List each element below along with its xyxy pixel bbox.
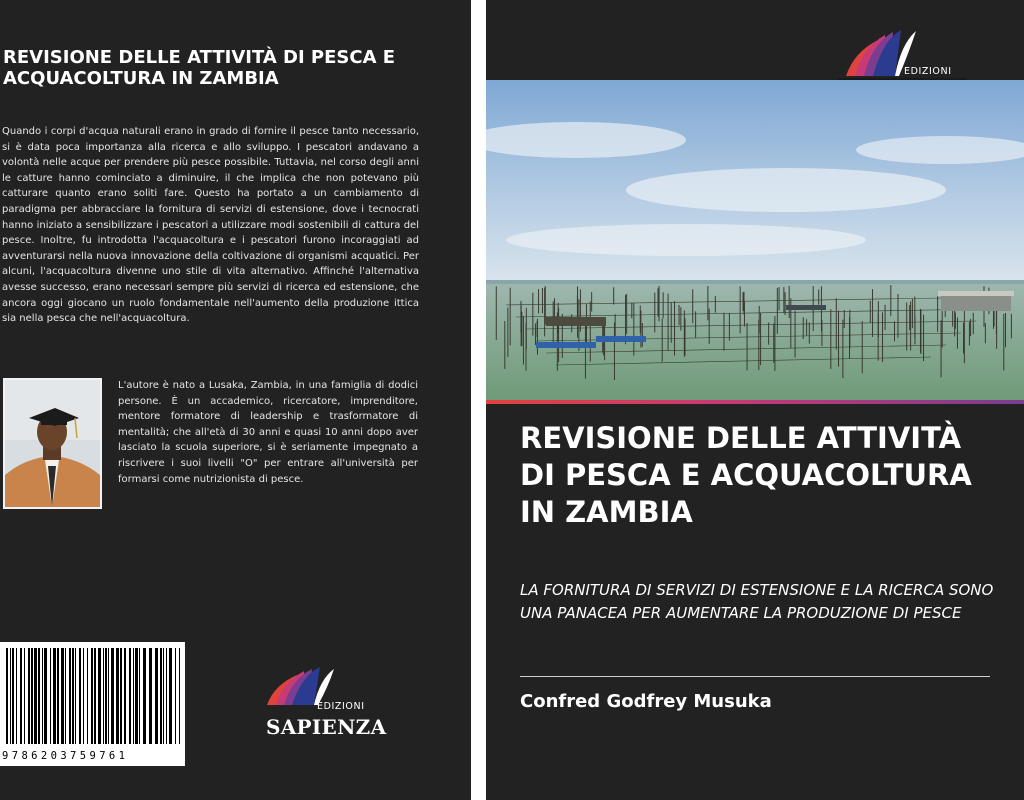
- barcode-bar: [53, 648, 56, 744]
- barcode-bar: [175, 648, 176, 744]
- barcode-bar: [42, 648, 43, 744]
- book-spine: [471, 0, 486, 800]
- barcode-bar: [160, 648, 162, 744]
- publisher-fan-feather-icon: [262, 665, 382, 705]
- barcode-bar: [65, 648, 66, 744]
- back-cover-blurb: Quando i corpi d'acqua naturali erano in grado di fornire il pesce tanto necessario, si è data poca importanza alla ricerca e allo sviluppo. I pescatori andavano a volontà nelle acque per prendere più pesce possibile. Tuttavia, nel corso degli anni le catture hanno cominciato a diminuire, il che implica che non potevano più catturare quanto erano soliti fare. Questo ha portato a un cambiamento di paradigma per abbracciare la fornitura di servizi di estensione, dove i tecnocrati hanno iniziato a sensibilizzare i pescatori a utilizzare modi sostenibili di cattura del pesce. Inoltre, fu introdotta l'acquacoltura e i pescatori furono incoraggiati ad avventurarsi nella nuova innovazione della coltivazione di organismi acquatici. Per alcuni, l'acquacoltura divenne uno stile di vita alternativo. Affinché l'alternativa avesse successo, erano necessari sempre più servizi di ricerca ed estensione, che ancora oggi giocano un ruolo fondamentale nell'aumento della produzione ittica sia nella pesca che nell'acquacoltura.: [2, 126, 419, 325]
- barcode-bar: [10, 648, 11, 744]
- barcode-bar: [116, 648, 119, 744]
- author-bio: L'autore è nato a Lusaka, Zambia, in una famiglia di dodici persone. È un accademico, ricercatore, imprenditore, mentore formatore di leadership e trasformatore di mentalità; che all'età di 30 anni e quasi 10 anni dopo aver lasciato la scuola superiore, si è seriamente impegnato a riscrivere i suoi livelli "O" per entrare all'università per formarsi come nutrizionista di pesce.: [118, 380, 418, 485]
- barcode-bar: [61, 648, 64, 744]
- barcode-bar: [94, 648, 96, 744]
- barcode-bar: [34, 648, 37, 744]
- barcode-bar: [166, 648, 167, 744]
- barcode-bar: [24, 648, 25, 744]
- barcode-bar: [28, 648, 30, 744]
- barcode-bar: [98, 648, 101, 744]
- barcode-bar: [38, 648, 40, 744]
- barcode-bar: [143, 648, 146, 744]
- publisher-imprint-front: EDIZIONI: [904, 66, 952, 77]
- barcode-bar: [91, 648, 93, 744]
- publisher-logo-back: [262, 665, 387, 743]
- author-portrait-image: [5, 380, 100, 507]
- barcode-bar: [69, 648, 71, 744]
- barcode-bar: [139, 648, 140, 744]
- publisher-name-back: SAPIENZA: [266, 715, 387, 739]
- barcode-bar: [120, 648, 122, 744]
- front-cover: [486, 0, 1024, 800]
- barcode-bar: [6, 648, 8, 744]
- barcode-bar: [163, 648, 164, 744]
- barcode-bar: [87, 648, 88, 744]
- barcode-bar: [79, 648, 81, 744]
- barcode-bar: [16, 648, 17, 744]
- title-author-divider: [520, 676, 990, 677]
- barcode-bar: [31, 648, 33, 744]
- front-cover-author: Confred Godfrey Musuka: [520, 691, 772, 712]
- barcode-bar: [179, 648, 180, 744]
- barcode-bar: [124, 648, 126, 744]
- front-cover-title: REVISIONE DELLE ATTIVITÀ DI PESCA E ACQUACOLTURA IN ZAMBIA: [520, 421, 972, 529]
- isbn-digits: 9786203759761: [2, 750, 129, 762]
- barcode-bar: [149, 648, 152, 744]
- barcode-bar: [135, 648, 138, 744]
- barcode-bar: [133, 648, 134, 744]
- barcode-bar: [83, 648, 84, 744]
- barcode-bar: [20, 648, 22, 744]
- barcode-bar: [103, 648, 104, 744]
- barcode-bar: [57, 648, 59, 744]
- cover-photo-fish-farm: [486, 80, 1024, 400]
- back-cover: [0, 0, 471, 800]
- barcode-bar: [105, 648, 107, 744]
- barcode-bar: [44, 648, 47, 744]
- isbn-barcode: [0, 642, 185, 766]
- front-cover-subtitle: LA FORNITURA DI SERVIZI DI ESTENSIONE E LA RICERCA SONO UNA PANACEA PER AUMENTARE LA PRODUZIONE DI PESCE: [520, 581, 994, 622]
- barcode-bar: [12, 648, 14, 744]
- barcode-bar: [169, 648, 172, 744]
- author-photo: [3, 378, 102, 509]
- barcode-bar: [108, 648, 109, 744]
- barcode-bar: [50, 648, 51, 744]
- barcode-bars: [0, 642, 185, 750]
- barcode-bar: [155, 648, 158, 744]
- accent-stripe: [486, 400, 1024, 404]
- barcode-bar: [111, 648, 114, 744]
- barcode-bar: [129, 648, 131, 744]
- back-cover-title: REVISIONE DELLE ATTIVITÀ DI PESCA E ACQUACOLTURA IN ZAMBIA: [3, 47, 396, 89]
- barcode-bar: [72, 648, 74, 744]
- publisher-imprint-back: EDIZIONI: [317, 701, 365, 712]
- barcode-bar: [75, 648, 76, 744]
- fish-farm-lake-image: [486, 80, 1024, 400]
